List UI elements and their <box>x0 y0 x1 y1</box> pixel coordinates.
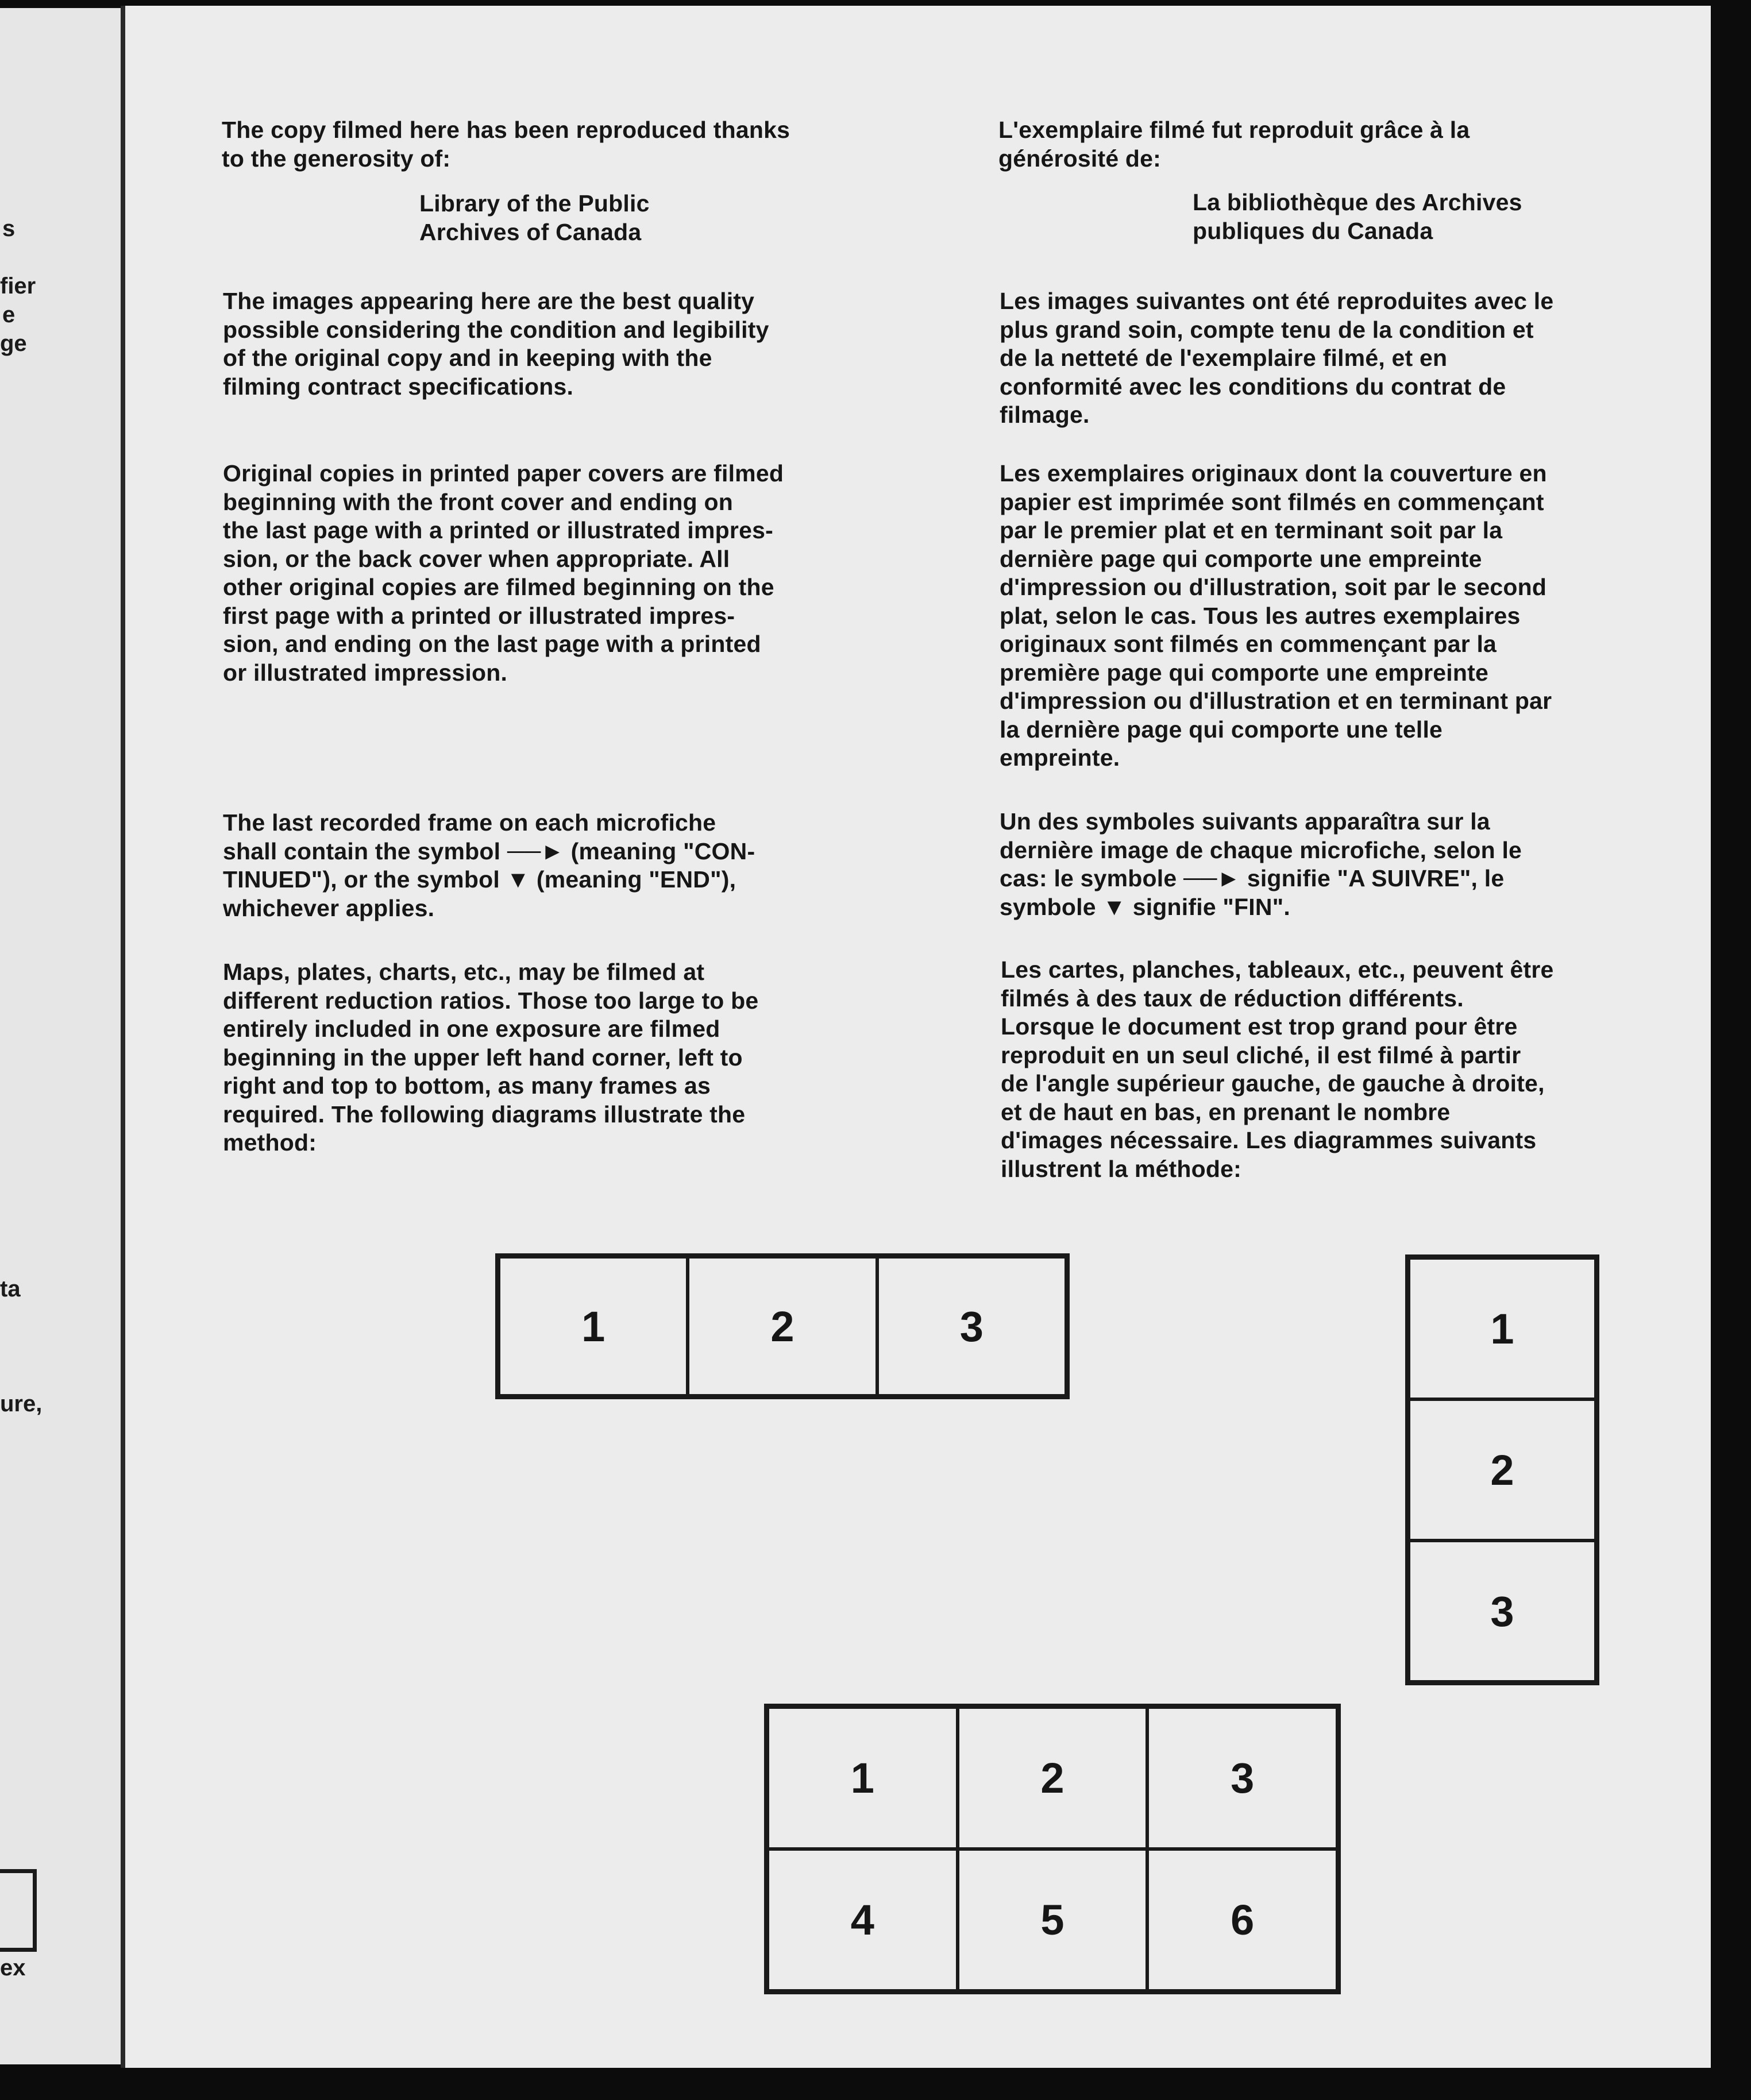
credit-name-fr: La bibliothèque des Archives publiques du Canada <box>1193 189 1522 244</box>
symbols-paragraph-en: The last recorded frame on each microfiche shall contain the symbol ──► (meaning "CON- TINUED"), or the symbol ▼ (meaning "END"), whichever applies. <box>223 809 755 921</box>
symbols-paragraph-fr: Un des symboles suivants apparaîtra sur la dernière image de chaque microfiche, selon le cas: le symbole ──► signifie "A SUIVRE", le symbole ▼ signifie "FIN". <box>1000 808 1522 920</box>
margin-fragment: ure, <box>0 1391 43 1416</box>
frame-cell: 1 <box>767 1707 958 1849</box>
frame-cell: 1 <box>499 1257 688 1396</box>
margin-fragment: ex <box>0 1955 26 1981</box>
frame-cell: 2 <box>1409 1399 1596 1541</box>
frame-cell: 3 <box>1147 1707 1337 1849</box>
margin-fragment: s <box>2 216 16 241</box>
maps-paragraph-en: Maps, plates, charts, etc., may be filmed at different reduction ratios. Those too large to be entirely included in one exposure are filmed beginning in the upper left hand corner, left to right and top to bottom, as many frames as required. The following diagrams illustrate the method: <box>223 959 759 1156</box>
frame-cell: 3 <box>1409 1541 1596 1682</box>
frame-cell: 3 <box>877 1257 1066 1396</box>
frame-cell: 1 <box>1409 1258 1596 1399</box>
maps-paragraph-fr: Les cartes, planches, tableaux, etc., peuvent être filmés à des taux de réduction différents. Lorsque le document est trop grand pour être reproduit en un seul cliché, il est filmé à partir de l'angle supérieur gauche, de gauche à droite, et de haut en bas, en prenant le nombre d'images nécessaire. Les diagrammes suivants illustrent la méthode: <box>1001 956 1554 1182</box>
frame-cell: 5 <box>958 1849 1148 1991</box>
frame-cell: 2 <box>958 1707 1148 1849</box>
margin-fragment: fier <box>0 273 36 299</box>
vertical-frames-diagram <box>1405 1254 1599 1685</box>
margin-fragment: ge <box>0 331 27 356</box>
credit-intro-fr: L'exemplaire filmé fut reproduit grâce à la générosité de: <box>998 117 1470 172</box>
credit-intro-en: The copy filmed here has been reproduced thanks to the generosity of: <box>222 117 790 172</box>
adjacent-page-strip <box>0 8 121 2064</box>
grid-frames-diagram <box>764 1704 1341 1994</box>
credit-name-en: Library of the Public Archives of Canada <box>419 190 650 245</box>
margin-fragment: e <box>2 302 16 327</box>
margin-box-fragment <box>0 1869 37 1952</box>
frame-cell: 6 <box>1147 1849 1337 1991</box>
margin-fragment: ta <box>0 1276 21 1302</box>
quality-paragraph-fr: Les images suivantes ont été reproduites avec le plus grand soin, compte tenu de la condition et de la netteté de l'exemplaire filmé, et en conformité avec les conditions du contrat de filmage. <box>1000 288 1554 428</box>
originals-paragraph-en: Original copies in printed paper covers are filmed beginning with the front cover and ending on the last page with a printed or illustrated impres- sion, or the back cover when appropriate. All other original copies are filmed beginning on the first page with a printed or illustrated impres- sion, and ending on the last page with a printed or illustrated impression. <box>223 460 784 686</box>
frame-cell: 2 <box>688 1257 877 1396</box>
quality-paragraph-en: The images appearing here are the best quality possible considering the condition and legibility of the original copy and in keeping with the filming contract specifications. <box>223 288 769 400</box>
frame-cell: 4 <box>767 1849 958 1991</box>
horizontal-frames-diagram <box>495 1253 1070 1399</box>
document-page <box>121 6 1711 2068</box>
originals-paragraph-fr: Les exemplaires originaux dont la couverture en papier est imprimée sont filmés en commençant par le premier plat et en terminant soit par la dernière page qui comporte une empreinte d'impression ou d'illustration, soit par le second plat, selon le cas. Tous les autres exemplaires originaux sont filmés en commençant par la première page qui comporte une empreinte d'impression ou d'illustration et en terminant par la dernière page qui comporte une telle empreinte. <box>1000 460 1552 771</box>
